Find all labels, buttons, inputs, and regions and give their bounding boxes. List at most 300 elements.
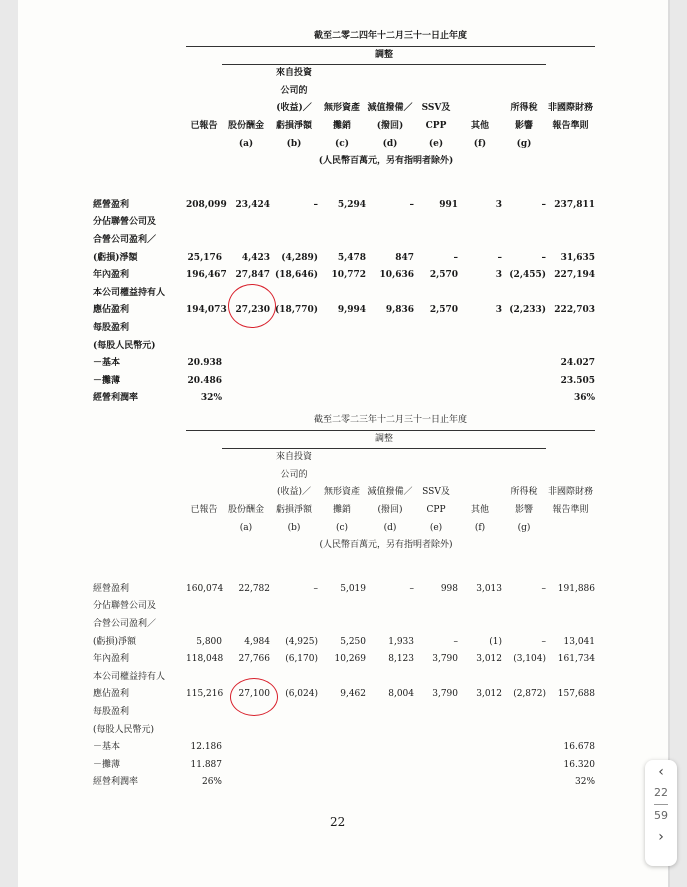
- cell-value: [366, 722, 414, 740]
- cell-value: [186, 598, 222, 616]
- cell-value: (6,170): [285, 654, 318, 665]
- column-header: [414, 467, 458, 485]
- cell-value: [186, 214, 222, 232]
- column-header: [546, 136, 595, 154]
- cell-value: [366, 616, 414, 634]
- column-header: [502, 83, 546, 101]
- cell-value: [186, 616, 222, 634]
- cell-value: [270, 598, 318, 616]
- column-header: (b): [287, 522, 301, 533]
- cell-value: (2,872): [513, 689, 546, 700]
- cell-value: [186, 669, 222, 687]
- column-header: CPP: [425, 120, 447, 131]
- row-label: 合營公司盈利／: [93, 618, 157, 629]
- cell-value: 9,462: [340, 689, 366, 700]
- row-label: －基本: [93, 742, 121, 753]
- cell-value: 3: [495, 305, 502, 316]
- column-header: [186, 100, 222, 118]
- annotation-circle-2023: [230, 678, 278, 716]
- column-header: [502, 65, 546, 83]
- cell-value: [458, 373, 502, 391]
- table-row: [93, 250, 595, 268]
- cell-value: [366, 774, 414, 792]
- column-header: 無形資產: [323, 487, 360, 498]
- column-header: 報告準則: [552, 504, 589, 515]
- table-row: [93, 634, 595, 652]
- cell-value: –: [409, 199, 414, 210]
- cell-value: [186, 338, 222, 356]
- column-header: 攤銷: [332, 120, 351, 131]
- cell-value: [366, 757, 414, 775]
- cell-value: [222, 739, 270, 757]
- cell-value: [366, 355, 414, 373]
- column-header: [186, 83, 222, 101]
- cell-value: 24.027: [560, 358, 596, 369]
- table-row: [93, 739, 595, 757]
- period-header: 截至二零二四年十二月三十一日止年度: [186, 28, 595, 46]
- column-header: (b): [286, 138, 302, 149]
- cell-value: 227,194: [554, 270, 596, 281]
- column-header: [366, 449, 414, 467]
- cell-value: [414, 338, 458, 356]
- column-header: (f): [473, 138, 487, 149]
- adjustments-header: 調整: [222, 46, 546, 65]
- column-header: 虧損淨額: [275, 120, 312, 131]
- cell-value: [414, 373, 458, 391]
- cell-value: [186, 232, 222, 250]
- column-header: SSV及: [422, 487, 450, 498]
- table-row: [93, 232, 595, 250]
- cell-value: [546, 232, 595, 250]
- cell-value: [186, 320, 222, 338]
- column-header: 來自投資: [275, 68, 312, 79]
- cell-value: 5,019: [340, 583, 366, 594]
- column-header: [458, 467, 502, 485]
- column-header: [366, 467, 414, 485]
- cell-value: [458, 669, 502, 687]
- cell-value: 161,734: [557, 654, 596, 665]
- row-label: －攤薄: [93, 759, 121, 770]
- chevron-left-icon: ‹: [658, 764, 664, 780]
- row-label: 經營盈利: [93, 583, 130, 594]
- column-header: CPP: [426, 504, 446, 515]
- table-row: [93, 669, 595, 687]
- cell-value: 208,099: [186, 199, 227, 210]
- cell-value: [502, 598, 546, 616]
- column-header: [458, 484, 502, 502]
- column-header: 來自投資: [275, 452, 312, 463]
- cell-value: [458, 355, 502, 373]
- cell-value: [222, 616, 270, 634]
- cell-value: [502, 616, 546, 634]
- cell-value: [546, 285, 595, 303]
- cell-value: 118,048: [186, 654, 224, 665]
- cell-value: 22,782: [238, 583, 270, 594]
- cell-value: [222, 355, 270, 373]
- row-label: －攤薄: [93, 375, 121, 386]
- cell-value: [270, 320, 318, 338]
- cell-value: [366, 739, 414, 757]
- cell-value: [502, 355, 546, 373]
- cell-value: [186, 704, 222, 722]
- cell-value: 20.486: [187, 375, 222, 386]
- cell-value: 1,933: [388, 636, 414, 647]
- cell-value: 4,423: [241, 252, 270, 263]
- cell-value: –: [453, 636, 458, 647]
- table-row: [93, 757, 595, 775]
- cell-value: [366, 232, 414, 250]
- cell-value: [222, 598, 270, 616]
- cell-value: [502, 320, 546, 338]
- cell-value: 191,886: [557, 583, 596, 594]
- column-header: 股份酬金: [227, 120, 264, 131]
- current-page: 22: [654, 786, 668, 799]
- table-row: [93, 320, 595, 338]
- column-header: [222, 467, 270, 485]
- cell-value: –: [453, 252, 458, 263]
- row-label: －基本: [93, 358, 121, 369]
- column-header: 公司的: [280, 85, 308, 96]
- cell-value: 3,790: [432, 689, 458, 700]
- column-header: [186, 65, 222, 83]
- table-row: [93, 722, 595, 740]
- cell-value: [458, 232, 502, 250]
- cell-value: [414, 598, 458, 616]
- annotation-circle-2024: [228, 284, 276, 328]
- cell-value: [222, 338, 270, 356]
- cell-value: –: [541, 636, 546, 647]
- cell-value: [414, 355, 458, 373]
- column-header: (a): [239, 522, 253, 533]
- cell-value: –: [541, 199, 546, 210]
- cell-value: 5,250: [340, 636, 366, 647]
- row-label: 合營公司盈利／: [93, 234, 157, 245]
- table-row: [93, 598, 595, 616]
- column-header: [222, 83, 270, 101]
- cell-value: 26%: [201, 777, 222, 788]
- cell-value: 25,176: [187, 252, 222, 263]
- column-header: 其他: [470, 120, 489, 131]
- cell-value: [318, 390, 366, 408]
- cell-value: [270, 704, 318, 722]
- cell-value: [458, 338, 502, 356]
- cell-value: [502, 373, 546, 391]
- cell-value: 3: [495, 270, 502, 281]
- column-header: [546, 449, 595, 467]
- column-header: [414, 449, 458, 467]
- unit-note: (人民幣百萬元，另有指明者除外): [318, 156, 454, 167]
- cell-value: [318, 757, 366, 775]
- column-header: [318, 467, 366, 485]
- cell-value: 10,636: [379, 270, 414, 281]
- cell-value: 5,800: [196, 636, 222, 647]
- cell-value: 12.186: [190, 742, 222, 753]
- cell-value: 10,772: [331, 270, 366, 281]
- cell-value: [318, 669, 366, 687]
- table-row: [93, 581, 595, 599]
- row-label: (虧損)淨額: [93, 636, 137, 647]
- cell-value: 5,294: [337, 199, 366, 210]
- table-row: [93, 197, 595, 215]
- cell-value: [270, 214, 318, 232]
- cell-value: [414, 616, 458, 634]
- cell-value: 157,688: [557, 689, 596, 700]
- column-header: [546, 520, 595, 538]
- cell-value: [270, 774, 318, 792]
- cell-value: 32%: [200, 393, 222, 404]
- cell-value: 20.938: [187, 358, 222, 369]
- cell-value: 847: [395, 252, 414, 263]
- row-label: 年內盈利: [93, 654, 130, 665]
- column-header: 影響: [514, 504, 533, 515]
- column-header: 非國際財務: [548, 103, 594, 114]
- total-pages: 59: [654, 809, 668, 822]
- column-header: [222, 484, 270, 502]
- cell-value: (18,770): [275, 305, 318, 316]
- table-row: [93, 214, 595, 232]
- cell-value: [318, 616, 366, 634]
- cell-value: 32%: [575, 777, 596, 788]
- table-row: [93, 686, 595, 704]
- cell-value: [502, 338, 546, 356]
- column-header: [366, 65, 414, 83]
- column-header: 非國際財務: [548, 487, 594, 498]
- cell-value: [270, 338, 318, 356]
- cell-value: [318, 704, 366, 722]
- row-label: (每股人民幣元): [93, 724, 155, 735]
- table-row: [93, 704, 595, 722]
- table-row: [93, 373, 595, 391]
- row-label: (每股人民幣元): [93, 340, 156, 351]
- column-header: 已報告: [190, 504, 218, 515]
- column-header: [458, 83, 502, 101]
- cell-value: [366, 320, 414, 338]
- cell-value: [222, 774, 270, 792]
- column-header: 其他: [470, 504, 489, 515]
- period-header: 截至二零二三年十二月三十一日止年度: [186, 412, 595, 430]
- column-header: 股份酬金: [227, 504, 264, 515]
- column-header: [186, 520, 222, 538]
- page-number: 22: [330, 815, 346, 829]
- cell-value: –: [497, 252, 502, 263]
- cell-value: (3,104): [513, 654, 546, 665]
- cell-value: [458, 757, 502, 775]
- column-header: 攤銷: [332, 504, 351, 515]
- cell-value: [458, 616, 502, 634]
- cell-value: [222, 390, 270, 408]
- cell-value: 27,766: [238, 654, 270, 665]
- column-header: (e): [428, 138, 444, 149]
- cell-value: [458, 722, 502, 740]
- column-header: [546, 65, 595, 83]
- cell-value: 16.320: [563, 759, 596, 770]
- cell-value: [546, 598, 595, 616]
- cell-value: [366, 390, 414, 408]
- cell-value: 3,013: [476, 583, 502, 594]
- cell-value: [366, 214, 414, 232]
- cell-value: [414, 722, 458, 740]
- cell-value: [318, 598, 366, 616]
- cell-value: [222, 214, 270, 232]
- cell-value: [366, 598, 414, 616]
- cell-value: [414, 739, 458, 757]
- cell-value: 10,269: [334, 654, 366, 665]
- column-header: [414, 83, 458, 101]
- cell-value: 991: [439, 199, 458, 210]
- column-header: (f): [474, 522, 486, 533]
- cell-value: 8,004: [388, 689, 414, 700]
- column-header: [318, 65, 366, 83]
- page-edge: [668, 0, 670, 887]
- table-row: [93, 285, 595, 303]
- table-2024: [93, 28, 595, 408]
- cell-value: 16.678: [563, 742, 596, 753]
- cell-value: [546, 669, 595, 687]
- row-label: 經營利潤率: [93, 777, 139, 788]
- cell-value: (4,289): [281, 252, 318, 263]
- cell-value: [502, 739, 546, 757]
- cell-value: [546, 616, 595, 634]
- cell-value: [546, 722, 595, 740]
- cell-value: 5,478: [337, 252, 366, 263]
- cell-value: 998: [440, 583, 458, 594]
- cell-value: [414, 320, 458, 338]
- cell-value: [458, 739, 502, 757]
- cell-value: [546, 338, 595, 356]
- cell-value: [318, 373, 366, 391]
- prev-page-button[interactable]: [645, 760, 677, 784]
- table-row: [93, 267, 595, 285]
- cell-value: [546, 704, 595, 722]
- cell-value: 196,467: [186, 270, 227, 281]
- pager-divider: [654, 804, 668, 805]
- cell-value: [502, 704, 546, 722]
- cell-value: [458, 285, 502, 303]
- cell-value: [318, 722, 366, 740]
- cell-value: 27,230: [235, 305, 270, 316]
- cell-value: [502, 722, 546, 740]
- cell-value: (2,455): [509, 270, 546, 281]
- column-header: [186, 467, 222, 485]
- cell-value: [414, 704, 458, 722]
- column-header: 公司的: [280, 469, 308, 480]
- column-header: (收益)／: [276, 487, 312, 498]
- row-label: 分佔聯營公司及: [93, 601, 157, 612]
- cell-value: 31,635: [560, 252, 596, 263]
- cell-value: [270, 739, 318, 757]
- cell-value: [366, 338, 414, 356]
- cell-value: [414, 232, 458, 250]
- column-header: [186, 136, 222, 154]
- table-row: [93, 616, 595, 634]
- row-label: (虧損)淨額: [93, 252, 138, 263]
- column-header: (c): [335, 138, 349, 149]
- column-header: (g): [517, 522, 531, 533]
- cell-value: [414, 757, 458, 775]
- cell-value: [318, 355, 366, 373]
- cell-value: 23,424: [235, 199, 270, 210]
- cell-value: [414, 285, 458, 303]
- column-header: (d): [383, 522, 397, 533]
- column-header: [186, 449, 222, 467]
- cell-value: 27,847: [235, 270, 270, 281]
- cell-value: –: [313, 199, 318, 210]
- cell-value: –: [541, 583, 546, 594]
- column-header: (撥回): [376, 120, 404, 131]
- column-header: (d): [382, 138, 398, 149]
- cell-value: 4,984: [244, 636, 270, 647]
- cell-value: 3,012: [476, 654, 502, 665]
- cell-value: [458, 774, 502, 792]
- cell-value: [270, 285, 318, 303]
- column-header: 影響: [514, 120, 533, 131]
- cell-value: 8,123: [388, 654, 414, 665]
- column-header: [186, 484, 222, 502]
- cell-value: [414, 214, 458, 232]
- table-2023: [93, 412, 595, 792]
- cell-value: [414, 669, 458, 687]
- cell-value: –: [541, 252, 546, 263]
- table-row: [93, 651, 595, 669]
- row-label: 經營盈利: [93, 199, 130, 210]
- cell-value: [270, 722, 318, 740]
- row-label: 每股盈利: [93, 706, 130, 717]
- column-header: 虧損淨額: [275, 504, 312, 515]
- column-header: SSV及: [421, 103, 451, 114]
- column-header: [458, 65, 502, 83]
- column-header: [222, 100, 270, 118]
- column-header: (a): [238, 138, 254, 149]
- cell-value: (2,233): [509, 305, 546, 316]
- column-header: [318, 83, 366, 101]
- column-header: 已報告: [190, 120, 218, 131]
- cell-value: [502, 774, 546, 792]
- cell-value: 3,012: [476, 689, 502, 700]
- cell-value: [414, 390, 458, 408]
- cell-value: [318, 739, 366, 757]
- cell-value: (18,646): [275, 270, 318, 281]
- cell-value: 2,570: [429, 270, 458, 281]
- cell-value: [546, 214, 595, 232]
- row-label: 經營利潤率: [93, 393, 139, 404]
- table-row: [93, 302, 595, 320]
- cell-value: 11.887: [190, 759, 222, 770]
- column-header: (g): [516, 138, 532, 149]
- column-header: 報告準則: [552, 120, 589, 131]
- cell-value: [222, 232, 270, 250]
- cell-value: [318, 320, 366, 338]
- cell-value: [270, 616, 318, 634]
- cell-value: (4,925): [285, 636, 318, 647]
- cell-value: 222,703: [554, 305, 596, 316]
- cell-value: (1): [489, 636, 502, 647]
- cell-value: [502, 232, 546, 250]
- cell-value: [502, 390, 546, 408]
- cell-value: [414, 774, 458, 792]
- row-label: 年內盈利: [93, 270, 130, 281]
- cell-value: –: [409, 583, 414, 594]
- table-row: [93, 774, 595, 792]
- next-page-button[interactable]: [645, 825, 677, 849]
- cell-value: [222, 757, 270, 775]
- cell-value: [222, 373, 270, 391]
- cell-value: [458, 704, 502, 722]
- unit-note: (人民幣百萬元，另有指明者除外): [319, 540, 453, 551]
- cell-value: 194,073: [186, 305, 227, 316]
- cell-value: [458, 214, 502, 232]
- column-header: [318, 449, 366, 467]
- cell-value: [458, 320, 502, 338]
